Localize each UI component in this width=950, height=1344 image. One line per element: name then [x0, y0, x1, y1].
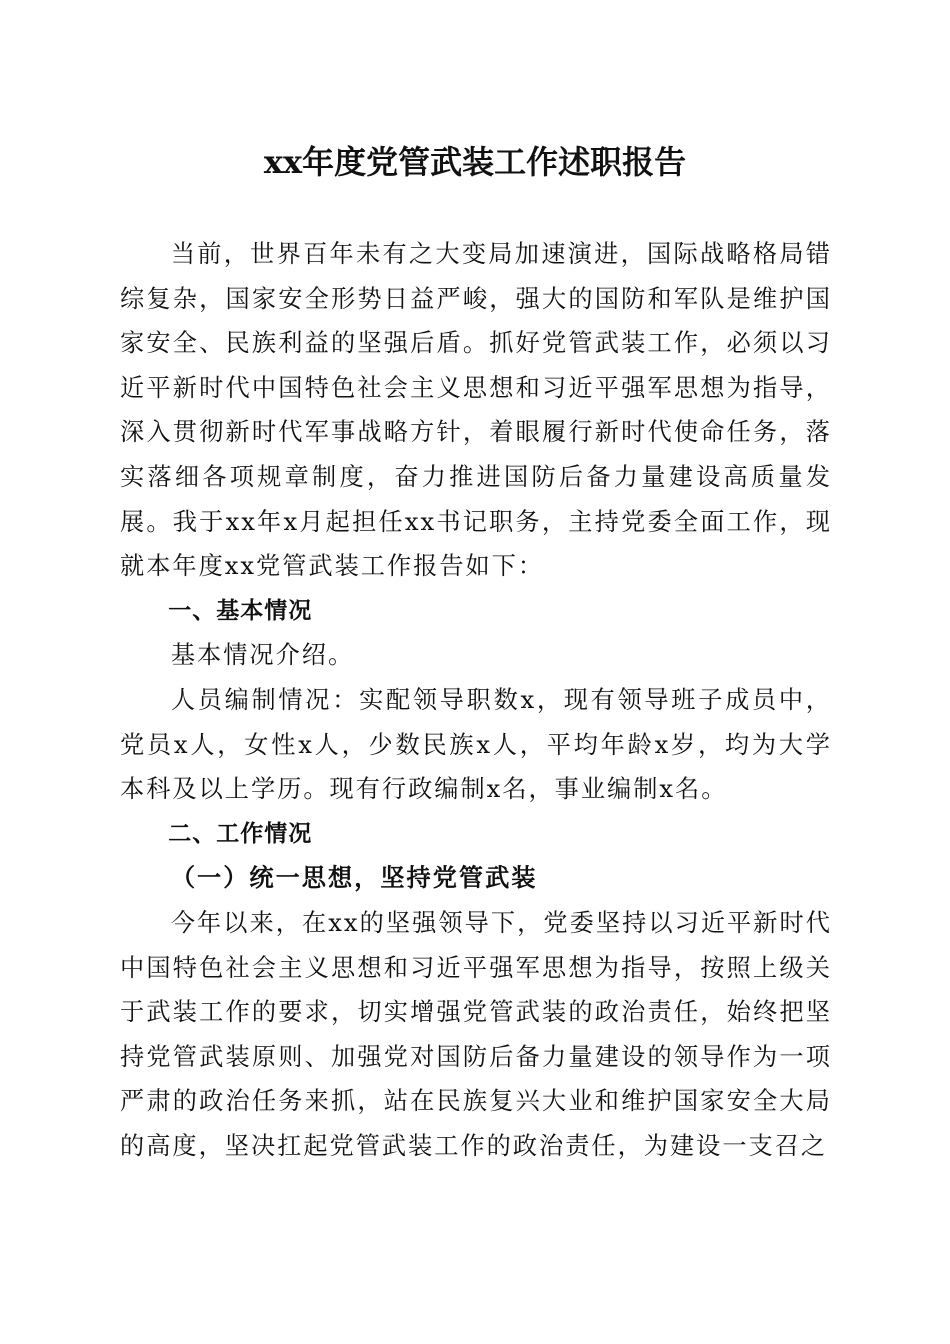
staffing-paragraph: 人员编制情况：实配领导职数x，现有领导班子成员中，党员x人，女性x人，少数民族x人，平均年龄x岁，均为大学本科及以上学历。现有行政编制x名，事业编制x名。 [120, 685, 832, 804]
document-body [120, 232, 832, 1168]
intro-paragraph: 当前，世界百年未有之大变局加速演进，国际战略格局错综复杂，国家安全形势日益严峻，强大的国防和军队是维护国家安全、民族利益的坚强后盾。抓好党管武装工作，必须以习近平新时代中国特色社会主义思想和习近平强军思想为指导，深入贯彻新时代军事战略方针，着眼履行新时代使命任务，落实落细各项规章制度，奋力推进国防后备力量建设高质量发展。我于xx年x月起担任xx书记职务，主持党委全面工作，现就本年度xx党管武装工作报告如下： [120, 240, 832, 581]
unify-thought-paragraph: 今年以来，在xx的坚强领导下，党委坚持以习近平新时代中国特色社会主义思想和习近平强军思想为指导，按照上级关于武装工作的要求，切实增强党管武装的政治责任，始终把坚持党管武装原则、加强党对国防后备力量建设的领导作为一项严肃的政治任务来抓，站在民族复兴大业和维护国家安全大局的高度，坚决扛起党管武装工作的政治责任，为建设一支召之 [120, 908, 832, 1160]
subsection-heading-unify-thought: （一）统一思想，坚持党管武装 [170, 863, 538, 893]
section-heading-work: 二、工作情况 [168, 820, 313, 847]
basic-info-intro: 基本情况介绍。 [170, 641, 355, 670]
section-heading-basic-info: 一、基本情况 [168, 597, 313, 624]
document-title: xx年度党管武装工作述职报告 [263, 143, 687, 181]
